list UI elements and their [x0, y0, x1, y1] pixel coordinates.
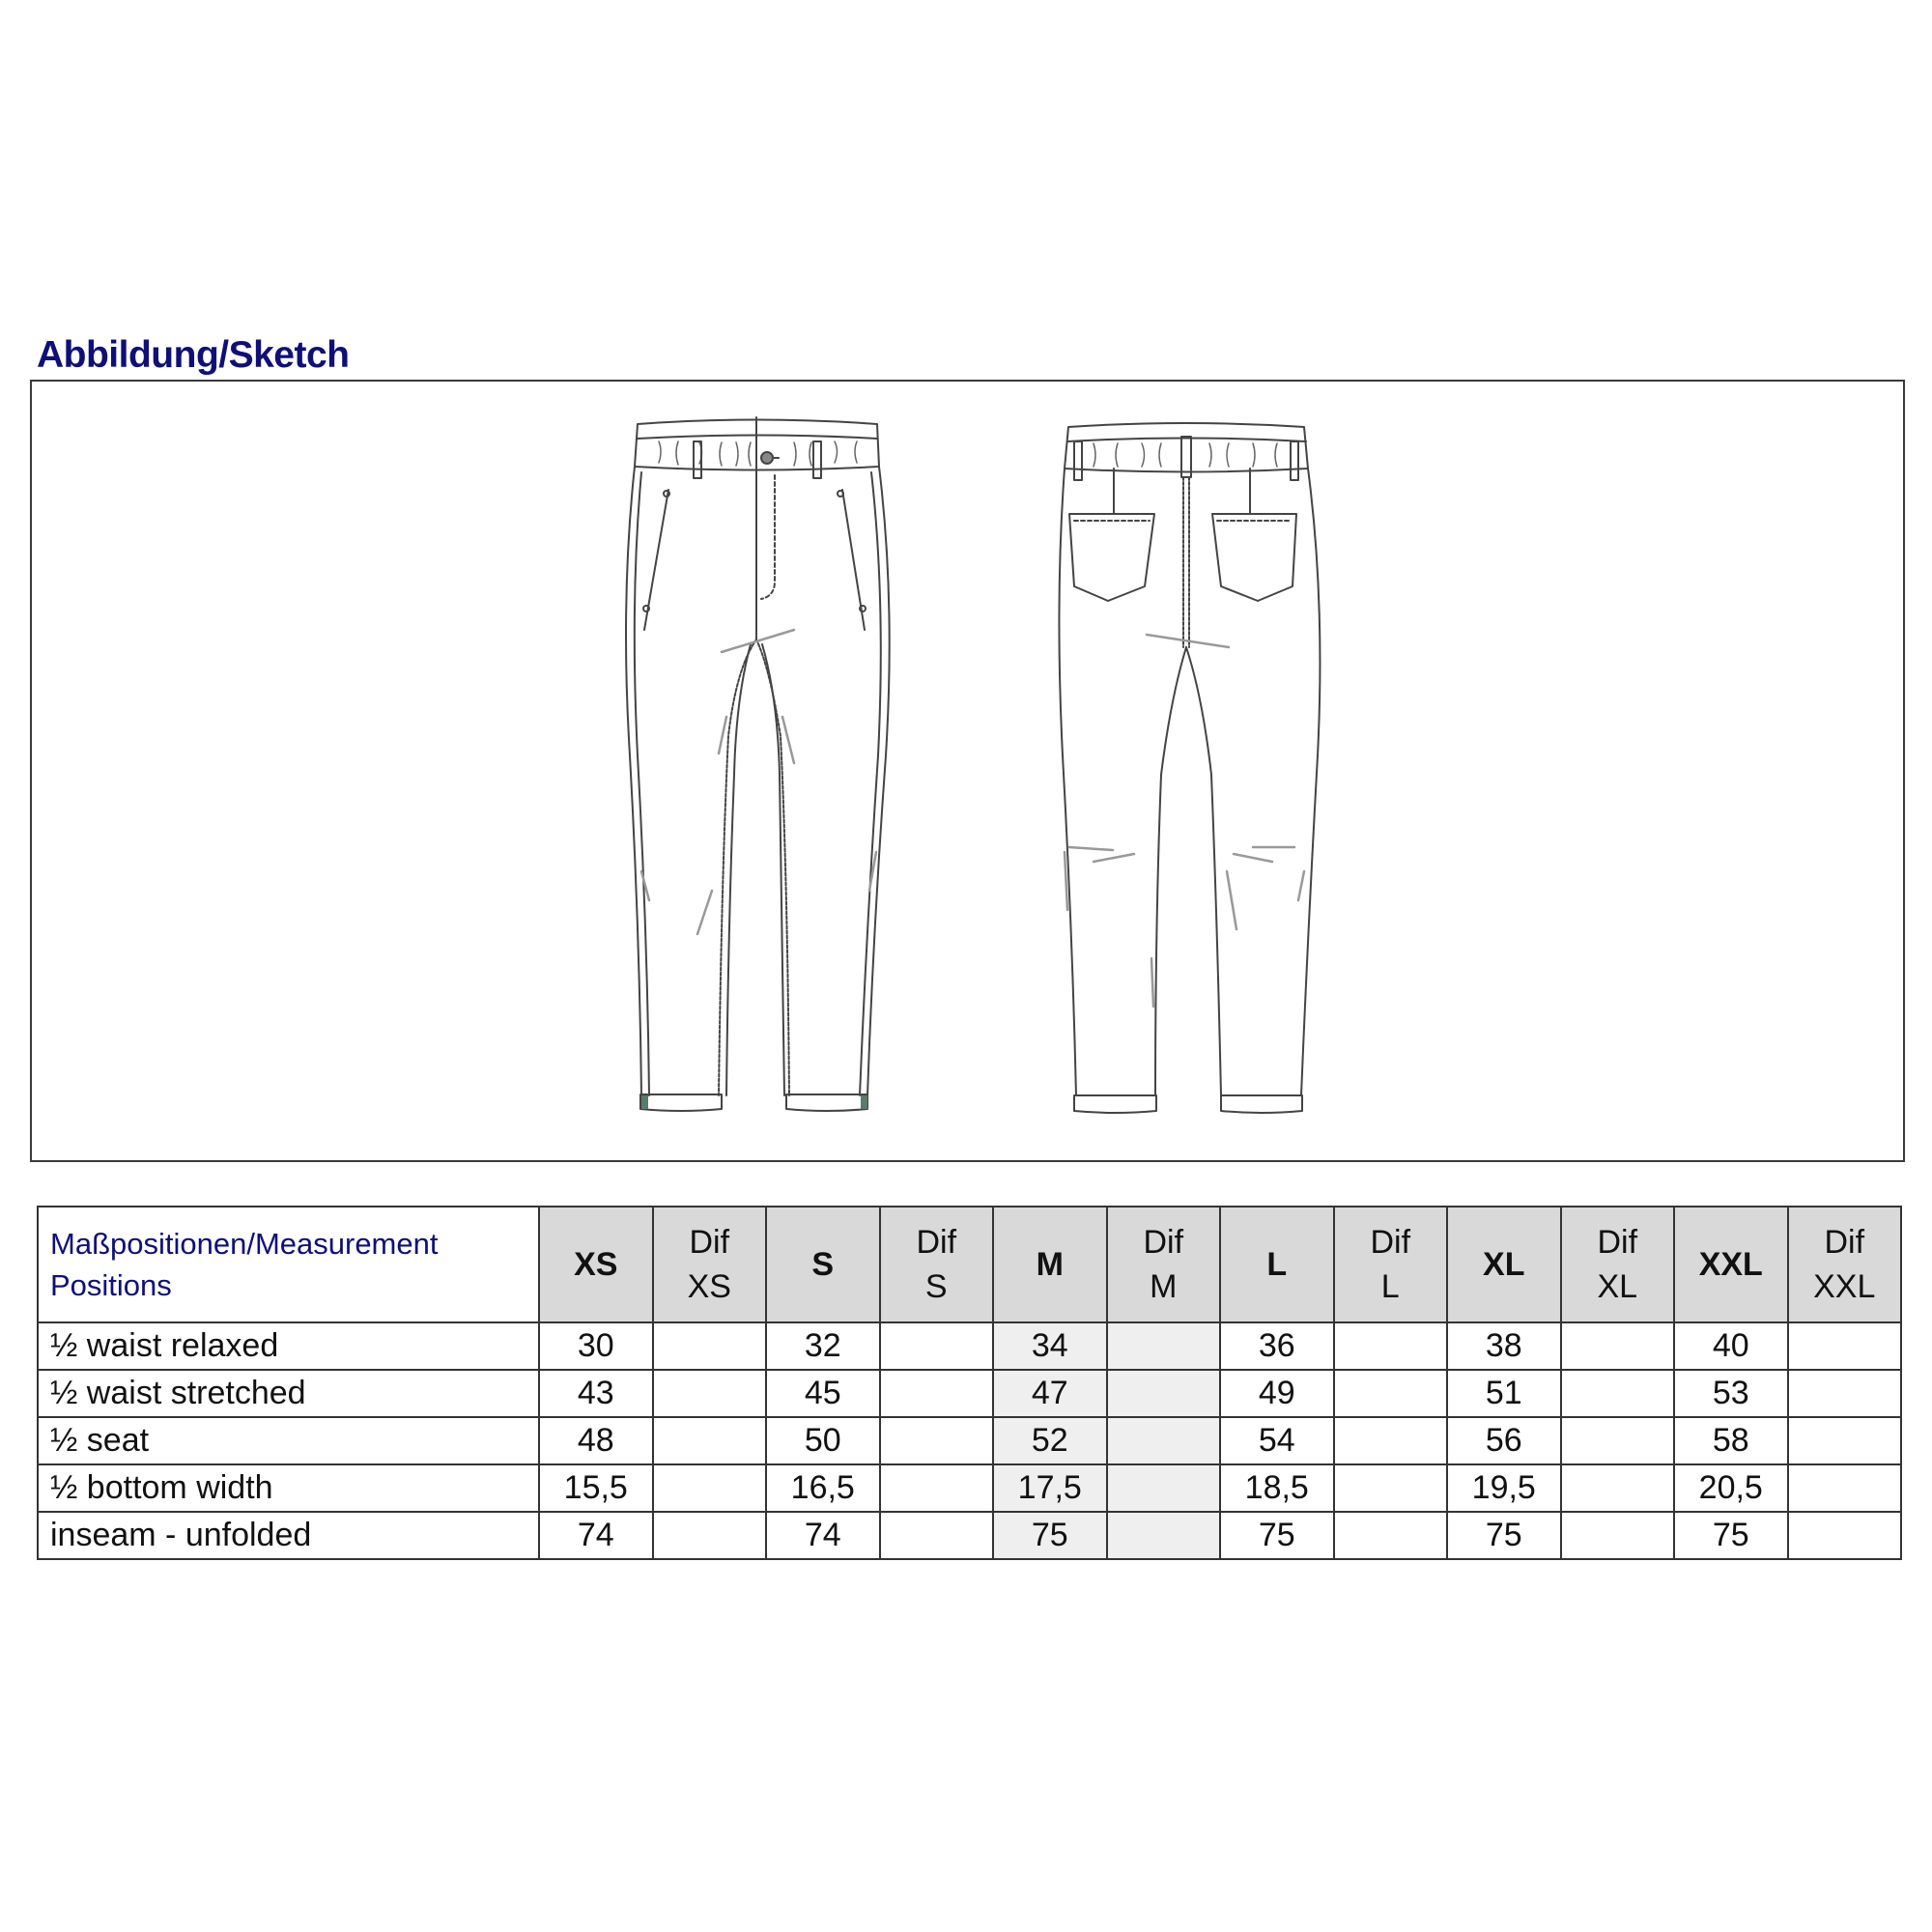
value-cell: 75 — [1674, 1512, 1788, 1559]
dif-cell — [1561, 1464, 1675, 1512]
value-cell: 43 — [539, 1370, 653, 1417]
section-title: Abbildung/Sketch — [37, 334, 350, 376]
row-label: ½ seat — [38, 1417, 539, 1464]
value-cell: 52 — [993, 1417, 1107, 1464]
value-cell: 75 — [1220, 1512, 1334, 1559]
measurement-positions-header: Maßpositionen/Measurement Positions — [38, 1207, 539, 1322]
value-cell: 17,5 — [993, 1464, 1107, 1512]
table-row — [38, 1370, 1901, 1417]
dif-cell — [1107, 1512, 1221, 1559]
value-cell: 15,5 — [539, 1464, 653, 1512]
value-cell: 75 — [1447, 1512, 1561, 1559]
front-view-sketch — [626, 417, 890, 1111]
size-measurement-table — [37, 1206, 1902, 1560]
table-row — [38, 1417, 1901, 1464]
value-cell: 36 — [1220, 1322, 1334, 1370]
row-label: ½ bottom width — [38, 1464, 539, 1512]
value-cell: 40 — [1674, 1322, 1788, 1370]
dif-header-xs: Dif XS — [653, 1207, 767, 1322]
back-view-sketch — [1059, 423, 1320, 1113]
dif-header-l: Dif L — [1334, 1207, 1448, 1322]
dif-cell — [1107, 1322, 1221, 1370]
table-row — [38, 1464, 1901, 1512]
dif-cell — [880, 1417, 994, 1464]
row-label: inseam - unfolded — [38, 1512, 539, 1559]
dif-header-xxl: Dif XXL — [1788, 1207, 1902, 1322]
dif-cell — [1788, 1417, 1902, 1464]
size-header-xl: XL — [1447, 1207, 1561, 1322]
dif-cell — [1107, 1417, 1221, 1464]
size-header-xxl: XXL — [1674, 1207, 1788, 1322]
table-row — [38, 1322, 1901, 1370]
value-cell: 18,5 — [1220, 1464, 1334, 1512]
value-cell: 45 — [766, 1370, 880, 1417]
dif-cell — [1561, 1322, 1675, 1370]
dif-cell — [1107, 1464, 1221, 1512]
dif-cell — [1561, 1370, 1675, 1417]
value-cell: 51 — [1447, 1370, 1561, 1417]
pants-sketch-illustration — [32, 382, 1907, 1164]
value-cell: 47 — [993, 1370, 1107, 1417]
value-cell: 16,5 — [766, 1464, 880, 1512]
dif-cell — [653, 1417, 767, 1464]
value-cell: 34 — [993, 1322, 1107, 1370]
dif-cell — [880, 1370, 994, 1417]
dif-header-xl: Dif XL — [1561, 1207, 1675, 1322]
sketch-panel — [30, 380, 1905, 1162]
row-label: ½ waist stretched — [38, 1370, 539, 1417]
dif-cell — [653, 1464, 767, 1512]
dif-cell — [1334, 1417, 1448, 1464]
dif-cell — [1334, 1322, 1448, 1370]
dif-cell — [880, 1512, 994, 1559]
value-cell: 75 — [993, 1512, 1107, 1559]
value-cell: 20,5 — [1674, 1464, 1788, 1512]
dif-header-s: Dif S — [880, 1207, 994, 1322]
row-label: ½ waist relaxed — [38, 1322, 539, 1370]
dif-cell — [880, 1322, 994, 1370]
dif-cell — [1788, 1370, 1902, 1417]
dif-cell — [1107, 1370, 1221, 1417]
value-cell: 49 — [1220, 1370, 1334, 1417]
dif-cell — [1334, 1370, 1448, 1417]
value-cell: 74 — [539, 1512, 653, 1559]
value-cell: 30 — [539, 1322, 653, 1370]
value-cell: 58 — [1674, 1417, 1788, 1464]
dif-cell — [1334, 1512, 1448, 1559]
value-cell: 48 — [539, 1417, 653, 1464]
value-cell: 19,5 — [1447, 1464, 1561, 1512]
dif-cell — [1788, 1322, 1902, 1370]
dif-cell — [1561, 1417, 1675, 1464]
value-cell: 54 — [1220, 1417, 1334, 1464]
dif-cell — [880, 1464, 994, 1512]
value-cell: 32 — [766, 1322, 880, 1370]
size-header-s: S — [766, 1207, 880, 1322]
value-cell: 56 — [1447, 1417, 1561, 1464]
dif-cell — [653, 1512, 767, 1559]
dif-cell — [1334, 1464, 1448, 1512]
dif-cell — [653, 1322, 767, 1370]
dif-header-m: Dif M — [1107, 1207, 1221, 1322]
value-cell: 50 — [766, 1417, 880, 1464]
size-header-xs: XS — [539, 1207, 653, 1322]
value-cell: 38 — [1447, 1322, 1561, 1370]
table-row — [38, 1512, 1901, 1559]
dif-cell — [1788, 1464, 1902, 1512]
table-header-row — [38, 1207, 1901, 1322]
size-header-l: L — [1220, 1207, 1334, 1322]
dif-cell — [1561, 1512, 1675, 1559]
dif-cell — [1788, 1512, 1902, 1559]
size-header-m: M — [993, 1207, 1107, 1322]
value-cell: 74 — [766, 1512, 880, 1559]
value-cell: 53 — [1674, 1370, 1788, 1417]
dif-cell — [653, 1370, 767, 1417]
